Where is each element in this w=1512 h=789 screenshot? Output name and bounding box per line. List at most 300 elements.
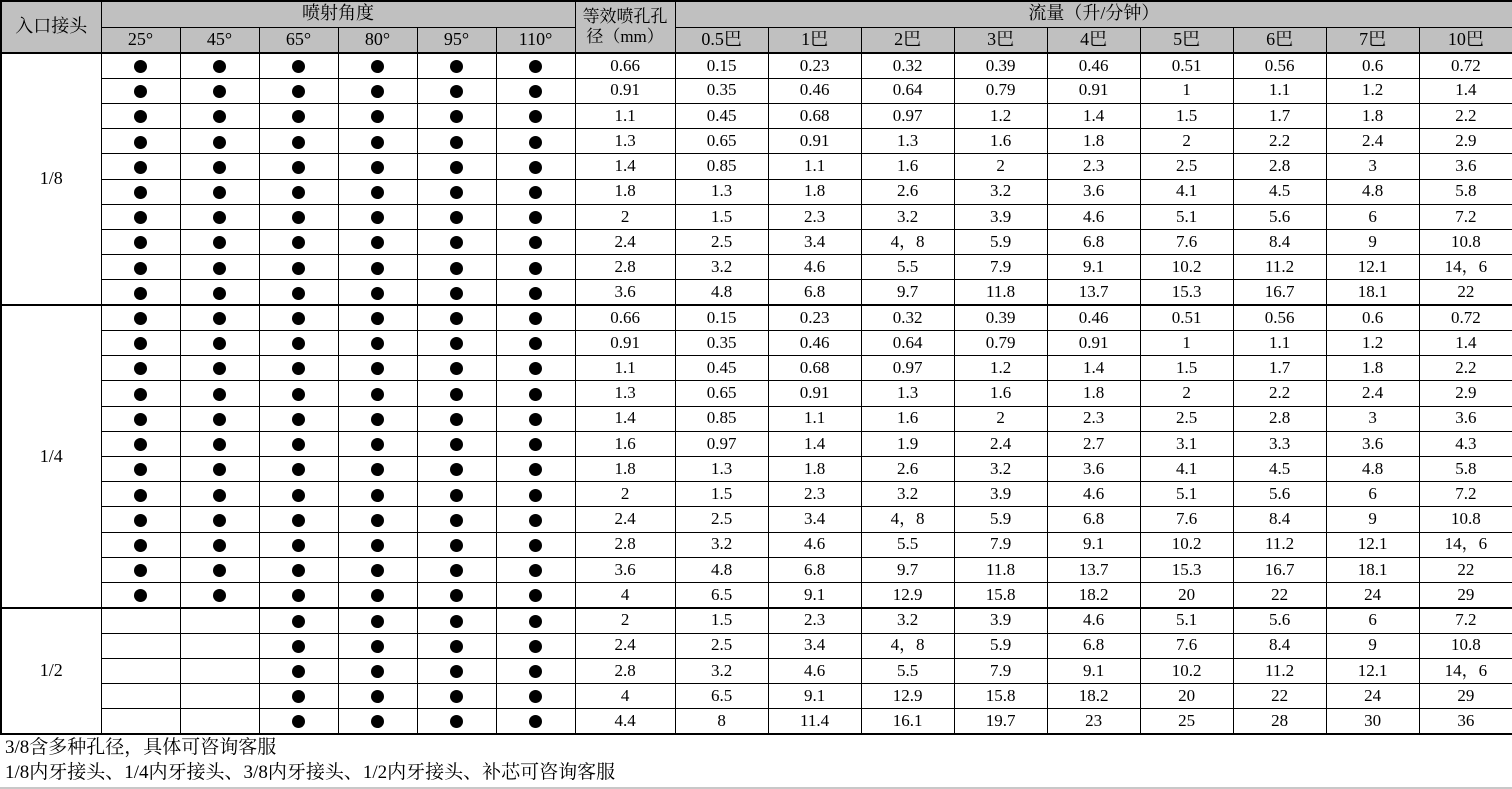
- availability-dot-icon: [529, 110, 542, 123]
- flow-value-cell: 2.3: [1047, 154, 1140, 179]
- angle-available-cell: [259, 583, 338, 608]
- availability-dot-icon: [529, 161, 542, 174]
- table-row: [1, 53, 1512, 78]
- availability-dot-icon: [213, 388, 226, 401]
- angle-unavailable-cell: [101, 658, 180, 683]
- angle-unavailable-cell: [180, 633, 259, 658]
- flow-value-cell: 0.68: [768, 103, 861, 128]
- flow-value-cell: 5.8: [1419, 457, 1512, 482]
- availability-dot-icon: [529, 615, 542, 628]
- flow-value-cell: 9.1: [1047, 532, 1140, 557]
- angle-available-cell: [417, 103, 496, 128]
- angle-header-25: 25°: [101, 27, 180, 53]
- availability-dot-icon: [134, 211, 147, 224]
- orifice-diameter-cell: 2.8: [575, 658, 675, 683]
- availability-dot-icon: [529, 362, 542, 375]
- availability-dot-icon: [529, 564, 542, 577]
- flow-value-cell: 0.85: [675, 406, 768, 431]
- flow-value-cell: 6.8: [1047, 507, 1140, 532]
- flow-value-cell: 11.2: [1233, 658, 1326, 683]
- flow-value-cell: 0.91: [768, 381, 861, 406]
- flow-value-cell: 1.4: [1419, 330, 1512, 355]
- angle-available-cell: [496, 507, 575, 532]
- table-row: [1, 154, 1512, 179]
- availability-dot-icon: [292, 211, 305, 224]
- availability-dot-icon: [213, 287, 226, 300]
- flow-value-cell: 0.79: [954, 78, 1047, 103]
- angle-available-cell: [259, 507, 338, 532]
- availability-dot-icon: [134, 287, 147, 300]
- angle-available-cell: [180, 557, 259, 582]
- availability-dot-icon: [292, 85, 305, 98]
- angle-available-cell: [338, 507, 417, 532]
- flow-value-cell: 2.5: [675, 230, 768, 255]
- flow-value-cell: 3.9: [954, 608, 1047, 633]
- flow-value-cell: 2.4: [954, 431, 1047, 456]
- orifice-diameter-cell: 1.3: [575, 129, 675, 154]
- flow-value-cell: 8.4: [1233, 230, 1326, 255]
- angle-available-cell: [101, 557, 180, 582]
- angle-available-cell: [101, 305, 180, 330]
- angle-available-cell: [101, 280, 180, 305]
- table-row: [1, 532, 1512, 557]
- availability-dot-icon: [529, 337, 542, 350]
- flow-value-cell: 3.2: [675, 532, 768, 557]
- availability-dot-icon: [292, 514, 305, 527]
- flow-value-cell: 28: [1233, 709, 1326, 734]
- availability-dot-icon: [371, 136, 384, 149]
- table-row: [1, 356, 1512, 381]
- angle-available-cell: [417, 532, 496, 557]
- angle-available-cell: [417, 431, 496, 456]
- flow-value-cell: 3.1: [1140, 431, 1233, 456]
- availability-dot-icon: [371, 514, 384, 527]
- flow-value-cell: 19.7: [954, 709, 1047, 734]
- availability-dot-icon: [213, 211, 226, 224]
- angle-available-cell: [259, 103, 338, 128]
- orifice-diameter-cell: 1.4: [575, 406, 675, 431]
- availability-dot-icon: [371, 262, 384, 275]
- angle-available-cell: [417, 381, 496, 406]
- flow-value-cell: 7.2: [1419, 608, 1512, 633]
- flow-value-cell: 3.6: [1419, 406, 1512, 431]
- availability-dot-icon: [371, 337, 384, 350]
- flow-value-cell: 1.6: [861, 154, 954, 179]
- pressure-header-0-5bar: 0.5巴: [675, 27, 768, 53]
- flow-value-cell: 2.2: [1233, 381, 1326, 406]
- table-row: [1, 457, 1512, 482]
- availability-dot-icon: [134, 312, 147, 325]
- flow-value-cell: 5.9: [954, 230, 1047, 255]
- angle-available-cell: [496, 103, 575, 128]
- flow-value-cell: 1.2: [954, 356, 1047, 381]
- availability-dot-icon: [134, 489, 147, 502]
- availability-dot-icon: [529, 640, 542, 653]
- flow-value-cell: 10.2: [1140, 255, 1233, 280]
- angle-available-cell: [338, 709, 417, 734]
- flow-value-cell: 9.1: [1047, 658, 1140, 683]
- availability-dot-icon: [450, 514, 463, 527]
- table-header: [1, 1, 1512, 53]
- angle-available-cell: [496, 356, 575, 381]
- flow-value-cell: 3.6: [1047, 179, 1140, 204]
- orifice-diameter-cell: 2.4: [575, 230, 675, 255]
- flow-value-cell: 20: [1140, 683, 1233, 708]
- availability-dot-icon: [292, 337, 305, 350]
- flow-value-cell: 12.1: [1326, 658, 1419, 683]
- availability-dot-icon: [450, 110, 463, 123]
- angle-available-cell: [259, 154, 338, 179]
- flow-value-cell: 9: [1326, 230, 1419, 255]
- flow-value-cell: 14，6: [1419, 658, 1512, 683]
- availability-dot-icon: [213, 413, 226, 426]
- availability-dot-icon: [450, 287, 463, 300]
- availability-dot-icon: [213, 236, 226, 249]
- angle-available-cell: [496, 129, 575, 154]
- table-row: [1, 583, 1512, 608]
- angle-available-cell: [101, 179, 180, 204]
- angle-available-cell: [417, 255, 496, 280]
- angle-available-cell: [338, 255, 417, 280]
- angle-available-cell: [417, 709, 496, 734]
- angle-available-cell: [180, 103, 259, 128]
- flow-value-cell: 4.1: [1140, 179, 1233, 204]
- availability-dot-icon: [371, 564, 384, 577]
- angle-available-cell: [259, 129, 338, 154]
- availability-dot-icon: [529, 236, 542, 249]
- flow-value-cell: 1.5: [675, 482, 768, 507]
- flow-value-cell: 5.6: [1233, 482, 1326, 507]
- flow-value-cell: 3.2: [861, 608, 954, 633]
- angle-header-65: 65°: [259, 27, 338, 53]
- availability-dot-icon: [450, 312, 463, 325]
- flow-value-cell: 4.8: [1326, 179, 1419, 204]
- availability-dot-icon: [371, 489, 384, 502]
- angle-available-cell: [417, 507, 496, 532]
- flow-value-cell: 13.7: [1047, 280, 1140, 305]
- diameter-header-line1: 等效喷孔孔: [582, 7, 668, 27]
- flow-value-cell: 0.6: [1326, 305, 1419, 330]
- table-row: [1, 709, 1512, 734]
- availability-dot-icon: [371, 236, 384, 249]
- angle-available-cell: [180, 78, 259, 103]
- availability-dot-icon: [371, 186, 384, 199]
- flow-value-cell: 7.9: [954, 255, 1047, 280]
- angle-available-cell: [259, 406, 338, 431]
- angle-available-cell: [417, 482, 496, 507]
- inlet-size-cell: 1/2: [1, 608, 101, 734]
- table-body: [1, 53, 1512, 734]
- flow-value-cell: 2: [1140, 381, 1233, 406]
- flow-value-cell: 11.8: [954, 280, 1047, 305]
- availability-dot-icon: [529, 262, 542, 275]
- availability-dot-icon: [450, 615, 463, 628]
- availability-dot-icon: [292, 362, 305, 375]
- flow-value-cell: 23: [1047, 709, 1140, 734]
- availability-dot-icon: [213, 186, 226, 199]
- angle-available-cell: [417, 204, 496, 229]
- angle-available-cell: [180, 482, 259, 507]
- angle-available-cell: [101, 356, 180, 381]
- flow-value-cell: 0.79: [954, 330, 1047, 355]
- flow-value-cell: 2.3: [1047, 406, 1140, 431]
- availability-dot-icon: [134, 539, 147, 552]
- flow-value-cell: 3.4: [768, 633, 861, 658]
- angle-available-cell: [496, 431, 575, 456]
- flow-value-cell: 6: [1326, 204, 1419, 229]
- flow-value-cell: 11.4: [768, 709, 861, 734]
- angle-available-cell: [259, 557, 338, 582]
- angle-available-cell: [496, 78, 575, 103]
- availability-dot-icon: [371, 615, 384, 628]
- angle-available-cell: [496, 305, 575, 330]
- availability-dot-icon: [450, 236, 463, 249]
- availability-dot-icon: [529, 388, 542, 401]
- flow-value-cell: 1.6: [954, 381, 1047, 406]
- flow-value-cell: 0.46: [1047, 305, 1140, 330]
- pressure-header-6bar: 6巴: [1233, 27, 1326, 53]
- angle-available-cell: [496, 179, 575, 204]
- availability-dot-icon: [134, 262, 147, 275]
- flow-value-cell: 2.2: [1233, 129, 1326, 154]
- flow-value-cell: 3.6: [1047, 457, 1140, 482]
- flow-value-cell: 3.3: [1233, 431, 1326, 456]
- table-row: [1, 179, 1512, 204]
- angle-available-cell: [338, 381, 417, 406]
- availability-dot-icon: [529, 690, 542, 703]
- angle-available-cell: [259, 683, 338, 708]
- flow-value-cell: 1.8: [1326, 356, 1419, 381]
- availability-dot-icon: [292, 615, 305, 628]
- angle-available-cell: [496, 633, 575, 658]
- flow-value-cell: 3.4: [768, 230, 861, 255]
- angle-unavailable-cell: [101, 709, 180, 734]
- availability-dot-icon: [213, 463, 226, 476]
- availability-dot-icon: [134, 136, 147, 149]
- flow-value-cell: 2.3: [768, 204, 861, 229]
- angle-available-cell: [259, 482, 338, 507]
- angle-available-cell: [259, 431, 338, 456]
- angle-available-cell: [259, 280, 338, 305]
- flow-value-cell: 8: [675, 709, 768, 734]
- angle-available-cell: [338, 457, 417, 482]
- angle-available-cell: [101, 129, 180, 154]
- availability-dot-icon: [213, 312, 226, 325]
- angle-available-cell: [180, 179, 259, 204]
- availability-dot-icon: [529, 665, 542, 678]
- availability-dot-icon: [371, 312, 384, 325]
- orifice-diameter-cell: 1.1: [575, 356, 675, 381]
- angle-available-cell: [417, 230, 496, 255]
- angle-available-cell: [417, 129, 496, 154]
- angle-available-cell: [259, 658, 338, 683]
- flow-value-cell: 0.32: [861, 305, 954, 330]
- availability-dot-icon: [371, 413, 384, 426]
- angle-available-cell: [496, 330, 575, 355]
- angle-available-cell: [417, 406, 496, 431]
- flow-value-cell: 2.4: [1326, 129, 1419, 154]
- flow-value-cell: 4.6: [768, 255, 861, 280]
- availability-dot-icon: [450, 589, 463, 602]
- flow-value-cell: 3.6: [1326, 431, 1419, 456]
- angle-available-cell: [496, 482, 575, 507]
- angle-available-cell: [417, 53, 496, 78]
- flow-value-cell: 0.23: [768, 53, 861, 78]
- angle-available-cell: [417, 557, 496, 582]
- flow-value-cell: 7.2: [1419, 482, 1512, 507]
- availability-dot-icon: [134, 463, 147, 476]
- availability-dot-icon: [213, 489, 226, 502]
- angle-available-cell: [417, 583, 496, 608]
- flow-value-cell: 4.5: [1233, 457, 1326, 482]
- angle-available-cell: [496, 53, 575, 78]
- availability-dot-icon: [213, 60, 226, 73]
- flow-value-cell: 0.45: [675, 356, 768, 381]
- orifice-diameter-cell: 2: [575, 608, 675, 633]
- flow-value-cell: 6.8: [768, 280, 861, 305]
- flow-value-cell: 1.4: [1047, 103, 1140, 128]
- angle-available-cell: [417, 457, 496, 482]
- table-row: [1, 280, 1512, 305]
- availability-dot-icon: [292, 136, 305, 149]
- availability-dot-icon: [134, 337, 147, 350]
- angle-available-cell: [101, 482, 180, 507]
- orifice-diameter-cell: 0.66: [575, 53, 675, 78]
- angle-available-cell: [338, 154, 417, 179]
- flow-value-cell: 9: [1326, 633, 1419, 658]
- angle-available-cell: [259, 255, 338, 280]
- orifice-diameter-cell: 1.1: [575, 103, 675, 128]
- flow-value-cell: 1.1: [768, 406, 861, 431]
- flow-value-cell: 1.4: [1419, 78, 1512, 103]
- availability-dot-icon: [134, 589, 147, 602]
- flow-value-cell: 0.45: [675, 103, 768, 128]
- table-row: [1, 482, 1512, 507]
- availability-dot-icon: [371, 539, 384, 552]
- orifice-diameter-cell: 2.8: [575, 532, 675, 557]
- angle-available-cell: [101, 583, 180, 608]
- flow-value-cell: 0.39: [954, 53, 1047, 78]
- equivalent-orifice-diameter-header: [575, 1, 675, 53]
- flow-value-cell: 0.15: [675, 305, 768, 330]
- flow-value-cell: 3.4: [768, 507, 861, 532]
- flow-value-cell: 0.97: [861, 103, 954, 128]
- angle-available-cell: [101, 381, 180, 406]
- availability-dot-icon: [450, 136, 463, 149]
- flow-value-cell: 2.8: [1233, 406, 1326, 431]
- flow-value-cell: 9.1: [768, 583, 861, 608]
- flow-value-cell: 1.7: [1233, 356, 1326, 381]
- availability-dot-icon: [371, 211, 384, 224]
- flow-value-cell: 0.46: [768, 330, 861, 355]
- angle-available-cell: [101, 103, 180, 128]
- angle-available-cell: [496, 658, 575, 683]
- angle-available-cell: [101, 230, 180, 255]
- flow-value-cell: 1.8: [768, 457, 861, 482]
- availability-dot-icon: [529, 413, 542, 426]
- flow-value-cell: 12.1: [1326, 255, 1419, 280]
- flow-value-cell: 2.3: [768, 482, 861, 507]
- availability-dot-icon: [213, 85, 226, 98]
- flow-value-cell: 2.5: [1140, 406, 1233, 431]
- flow-value-cell: 2.6: [861, 179, 954, 204]
- angle-available-cell: [180, 330, 259, 355]
- inlet-size-cell: 1/4: [1, 305, 101, 608]
- orifice-diameter-cell: 0.91: [575, 78, 675, 103]
- angle-available-cell: [180, 230, 259, 255]
- angle-unavailable-cell: [180, 683, 259, 708]
- availability-dot-icon: [292, 438, 305, 451]
- angle-available-cell: [180, 457, 259, 482]
- orifice-diameter-cell: 0.66: [575, 305, 675, 330]
- angle-header-95: 95°: [417, 27, 496, 53]
- angle-available-cell: [338, 482, 417, 507]
- table-row: [1, 431, 1512, 456]
- flow-value-cell: 10.2: [1140, 658, 1233, 683]
- flow-value-cell: 0.97: [675, 431, 768, 456]
- flow-value-cell: 7.6: [1140, 507, 1233, 532]
- flow-value-cell: 1: [1140, 330, 1233, 355]
- availability-dot-icon: [292, 236, 305, 249]
- angle-available-cell: [180, 406, 259, 431]
- availability-dot-icon: [371, 362, 384, 375]
- flow-value-cell: 36: [1419, 709, 1512, 734]
- availability-dot-icon: [529, 60, 542, 73]
- availability-dot-icon: [450, 262, 463, 275]
- flow-value-cell: 4.6: [768, 658, 861, 683]
- flow-value-cell: 18.1: [1326, 280, 1419, 305]
- angle-available-cell: [101, 154, 180, 179]
- flow-value-cell: 1.8: [1326, 103, 1419, 128]
- availability-dot-icon: [292, 413, 305, 426]
- table-row: [1, 633, 1512, 658]
- angle-available-cell: [180, 154, 259, 179]
- angle-available-cell: [259, 230, 338, 255]
- availability-dot-icon: [134, 438, 147, 451]
- angle-available-cell: [101, 204, 180, 229]
- availability-dot-icon: [371, 85, 384, 98]
- pressure-header-7bar: 7巴: [1326, 27, 1419, 53]
- flow-value-cell: 6.5: [675, 683, 768, 708]
- angle-unavailable-cell: [101, 633, 180, 658]
- orifice-diameter-cell: 4: [575, 583, 675, 608]
- angle-available-cell: [338, 431, 417, 456]
- availability-dot-icon: [450, 211, 463, 224]
- orifice-diameter-cell: 2.8: [575, 255, 675, 280]
- angle-available-cell: [101, 53, 180, 78]
- availability-dot-icon: [134, 60, 147, 73]
- angle-available-cell: [496, 608, 575, 633]
- flow-value-cell: 9.1: [1047, 255, 1140, 280]
- flow-value-cell: 4.6: [1047, 482, 1140, 507]
- flow-value-cell: 5.5: [861, 532, 954, 557]
- flow-value-cell: 0.65: [675, 129, 768, 154]
- angle-available-cell: [338, 557, 417, 582]
- orifice-diameter-cell: 1.8: [575, 179, 675, 204]
- availability-dot-icon: [450, 438, 463, 451]
- availability-dot-icon: [134, 236, 147, 249]
- table-row: [1, 255, 1512, 280]
- flow-value-cell: 29: [1419, 683, 1512, 708]
- flow-value-cell: 7.6: [1140, 230, 1233, 255]
- availability-dot-icon: [450, 161, 463, 174]
- flow-value-cell: 3.2: [861, 204, 954, 229]
- flow-value-cell: 7.9: [954, 658, 1047, 683]
- angle-available-cell: [180, 583, 259, 608]
- flow-value-cell: 5.9: [954, 507, 1047, 532]
- availability-dot-icon: [292, 186, 305, 199]
- flow-value-cell: 1.3: [861, 381, 954, 406]
